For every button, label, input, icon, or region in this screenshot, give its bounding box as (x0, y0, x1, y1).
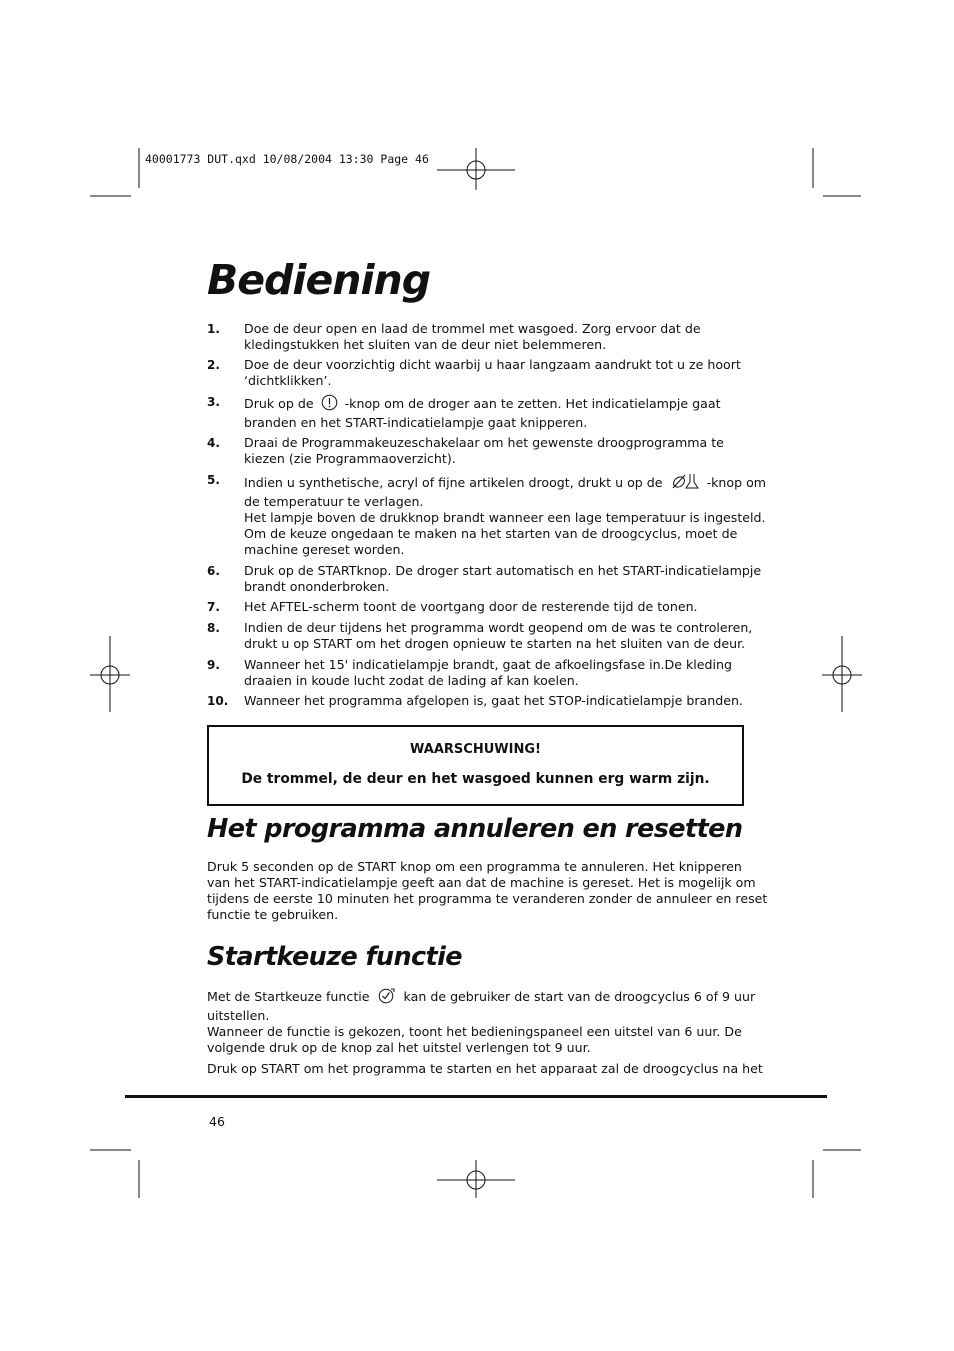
paragraph-text: kan de gebruiker de start van de droogcyclus 6 of 9 uur (403, 989, 756, 1004)
list-item (207, 472, 767, 558)
cancel-reset-paragraph (207, 859, 768, 923)
list-item (207, 394, 747, 431)
step-number: 9. (207, 658, 220, 672)
warning-box (207, 725, 744, 806)
list-item (207, 599, 747, 615)
step-text: machine gereset worden. (244, 542, 405, 557)
step-text: brandt ononderbroken. (244, 579, 390, 594)
delay-start-paragraph-1 (207, 987, 756, 1024)
step-number: 1. (207, 322, 220, 336)
step-number: 2. (207, 358, 220, 372)
instruction-list (207, 321, 767, 709)
paragraph-line: uitstellen. (207, 1008, 270, 1023)
step-number: 7. (207, 600, 220, 614)
step-number: 3. (207, 395, 220, 409)
paragraph-text: Met de Startkeuze functie (207, 989, 370, 1004)
registration-mark-left (90, 636, 130, 712)
step-text: ‘dichtklikken’. (244, 373, 332, 388)
step-text: Om de keuze ongedaan te maken na het starten van de droogcyclus, moet de (244, 526, 738, 541)
step-text: Druk op de (244, 396, 314, 411)
delay-start-paragraph-3 (207, 1061, 763, 1077)
step-text: Doe de deur open en laad de trommel met wasgoed. Zorg ervoor dat de (244, 321, 701, 336)
step-text: Druk op de STARTknop. De droger start automatisch en het START-indicatielampje (244, 563, 762, 578)
step-text: draaien in koude lucht zodat de lading af kan koelen. (244, 673, 579, 688)
step-text: kledingstukken het sluiten van de deur niet belemmeren. (244, 337, 607, 352)
step-text: Het lampje boven de drukknop brandt wanneer een lage temperatuur is ingesteld. (244, 510, 766, 525)
step-number: 6. (207, 564, 220, 578)
registration-mark-bottom (437, 1160, 515, 1198)
step-text: drukt u op START om het drogen opnieuw te starten na het sluiten van de deur. (244, 636, 746, 651)
section-heading-cancel-reset: Het programma annuleren en resetten (207, 814, 743, 844)
step-text: de temperatuur te verlagen. (244, 494, 424, 509)
page-number: 46 (209, 1114, 225, 1129)
paragraph-line: tijdens de eerste 10 minuten het programma te veranderen zonder de annuleer en reset (207, 891, 768, 906)
registration-mark-top (437, 148, 515, 190)
paragraph-line: Druk 5 seconden op de START knop om een programma te annuleren. Het knipperen (207, 859, 742, 874)
step-text: Het AFTEL-scherm toont de voortgang door de resterende tijd de tonen. (244, 599, 698, 614)
step-text: Wanneer het programma afgelopen is, gaat het STOP-indicatielampje branden. (244, 693, 743, 708)
step-text: -knop om (706, 475, 767, 490)
paragraph-line: Wanneer de functie is gekozen, toont het bedieningspaneel een uitstel van 6 uur. De (207, 1024, 742, 1039)
step-number: 5. (207, 473, 220, 487)
step-number: 4. (207, 436, 220, 450)
paragraph-line: functie te gebruiken. (207, 907, 339, 922)
step-text: Wanneer het 15' indicatielampje brandt, gaat de afkoelingsfase in.De kleding (244, 657, 733, 672)
list-item (207, 321, 747, 353)
section-heading-delay-start: Startkeuze functie (207, 942, 462, 972)
paragraph-line: van het START-indicatielampje geeft aan dat de machine is gereset. Het is mogelijk om (207, 875, 756, 890)
step-text: -knop om de droger aan te zetten. Het indicatielampje gaat (344, 396, 721, 411)
step-number: 8. (207, 621, 220, 635)
list-item (207, 357, 747, 389)
step-text: Indien u synthetische, acryl of fijne artikelen droogt, drukt u op de (244, 475, 663, 490)
step-text: branden en het START-indicatielampje gaat knipperen. (244, 415, 588, 430)
delay-start-icon (377, 987, 397, 1008)
registration-mark-right (822, 636, 862, 712)
list-item (207, 563, 762, 595)
power-icon (321, 394, 338, 415)
paragraph-line: volgende druk op de knop zal het uitstel verlengen tot 9 uur. (207, 1040, 591, 1055)
page-title: Bediening (207, 256, 431, 304)
step-text: Indien de deur tijdens het programma wordt geopend om de was te controleren, (244, 620, 753, 635)
step-text: Draai de Programmakeuzeschakelaar om het gewenste droogprogramma te (244, 435, 724, 450)
list-item (207, 620, 753, 652)
low-temperature-icon (670, 472, 700, 494)
list-item (207, 435, 747, 467)
paragraph-line: Druk op START om het programma te starten en het apparaat zal de droogcyclus na het (207, 1061, 763, 1076)
step-text: kiezen (zie Programmaoverzicht). (244, 451, 456, 466)
warning-text: De trommel, de deur en het wasgoed kunnen erg warm zijn. (241, 771, 710, 787)
file-slug: 40001773 DUT.qxd 10/08/2004 13:30 Page 46 (145, 152, 429, 166)
warning-title: WAARSCHUWING! (410, 742, 541, 757)
list-item (207, 693, 747, 709)
step-text: Doe de deur voorzichtig dicht waarbij u haar langzaam aandrukt tot u ze hoort (244, 357, 741, 372)
delay-start-paragraph-2 (207, 1024, 752, 1056)
footer-rule (125, 1095, 827, 1098)
step-number: 10. (207, 694, 229, 708)
list-item (207, 657, 747, 689)
